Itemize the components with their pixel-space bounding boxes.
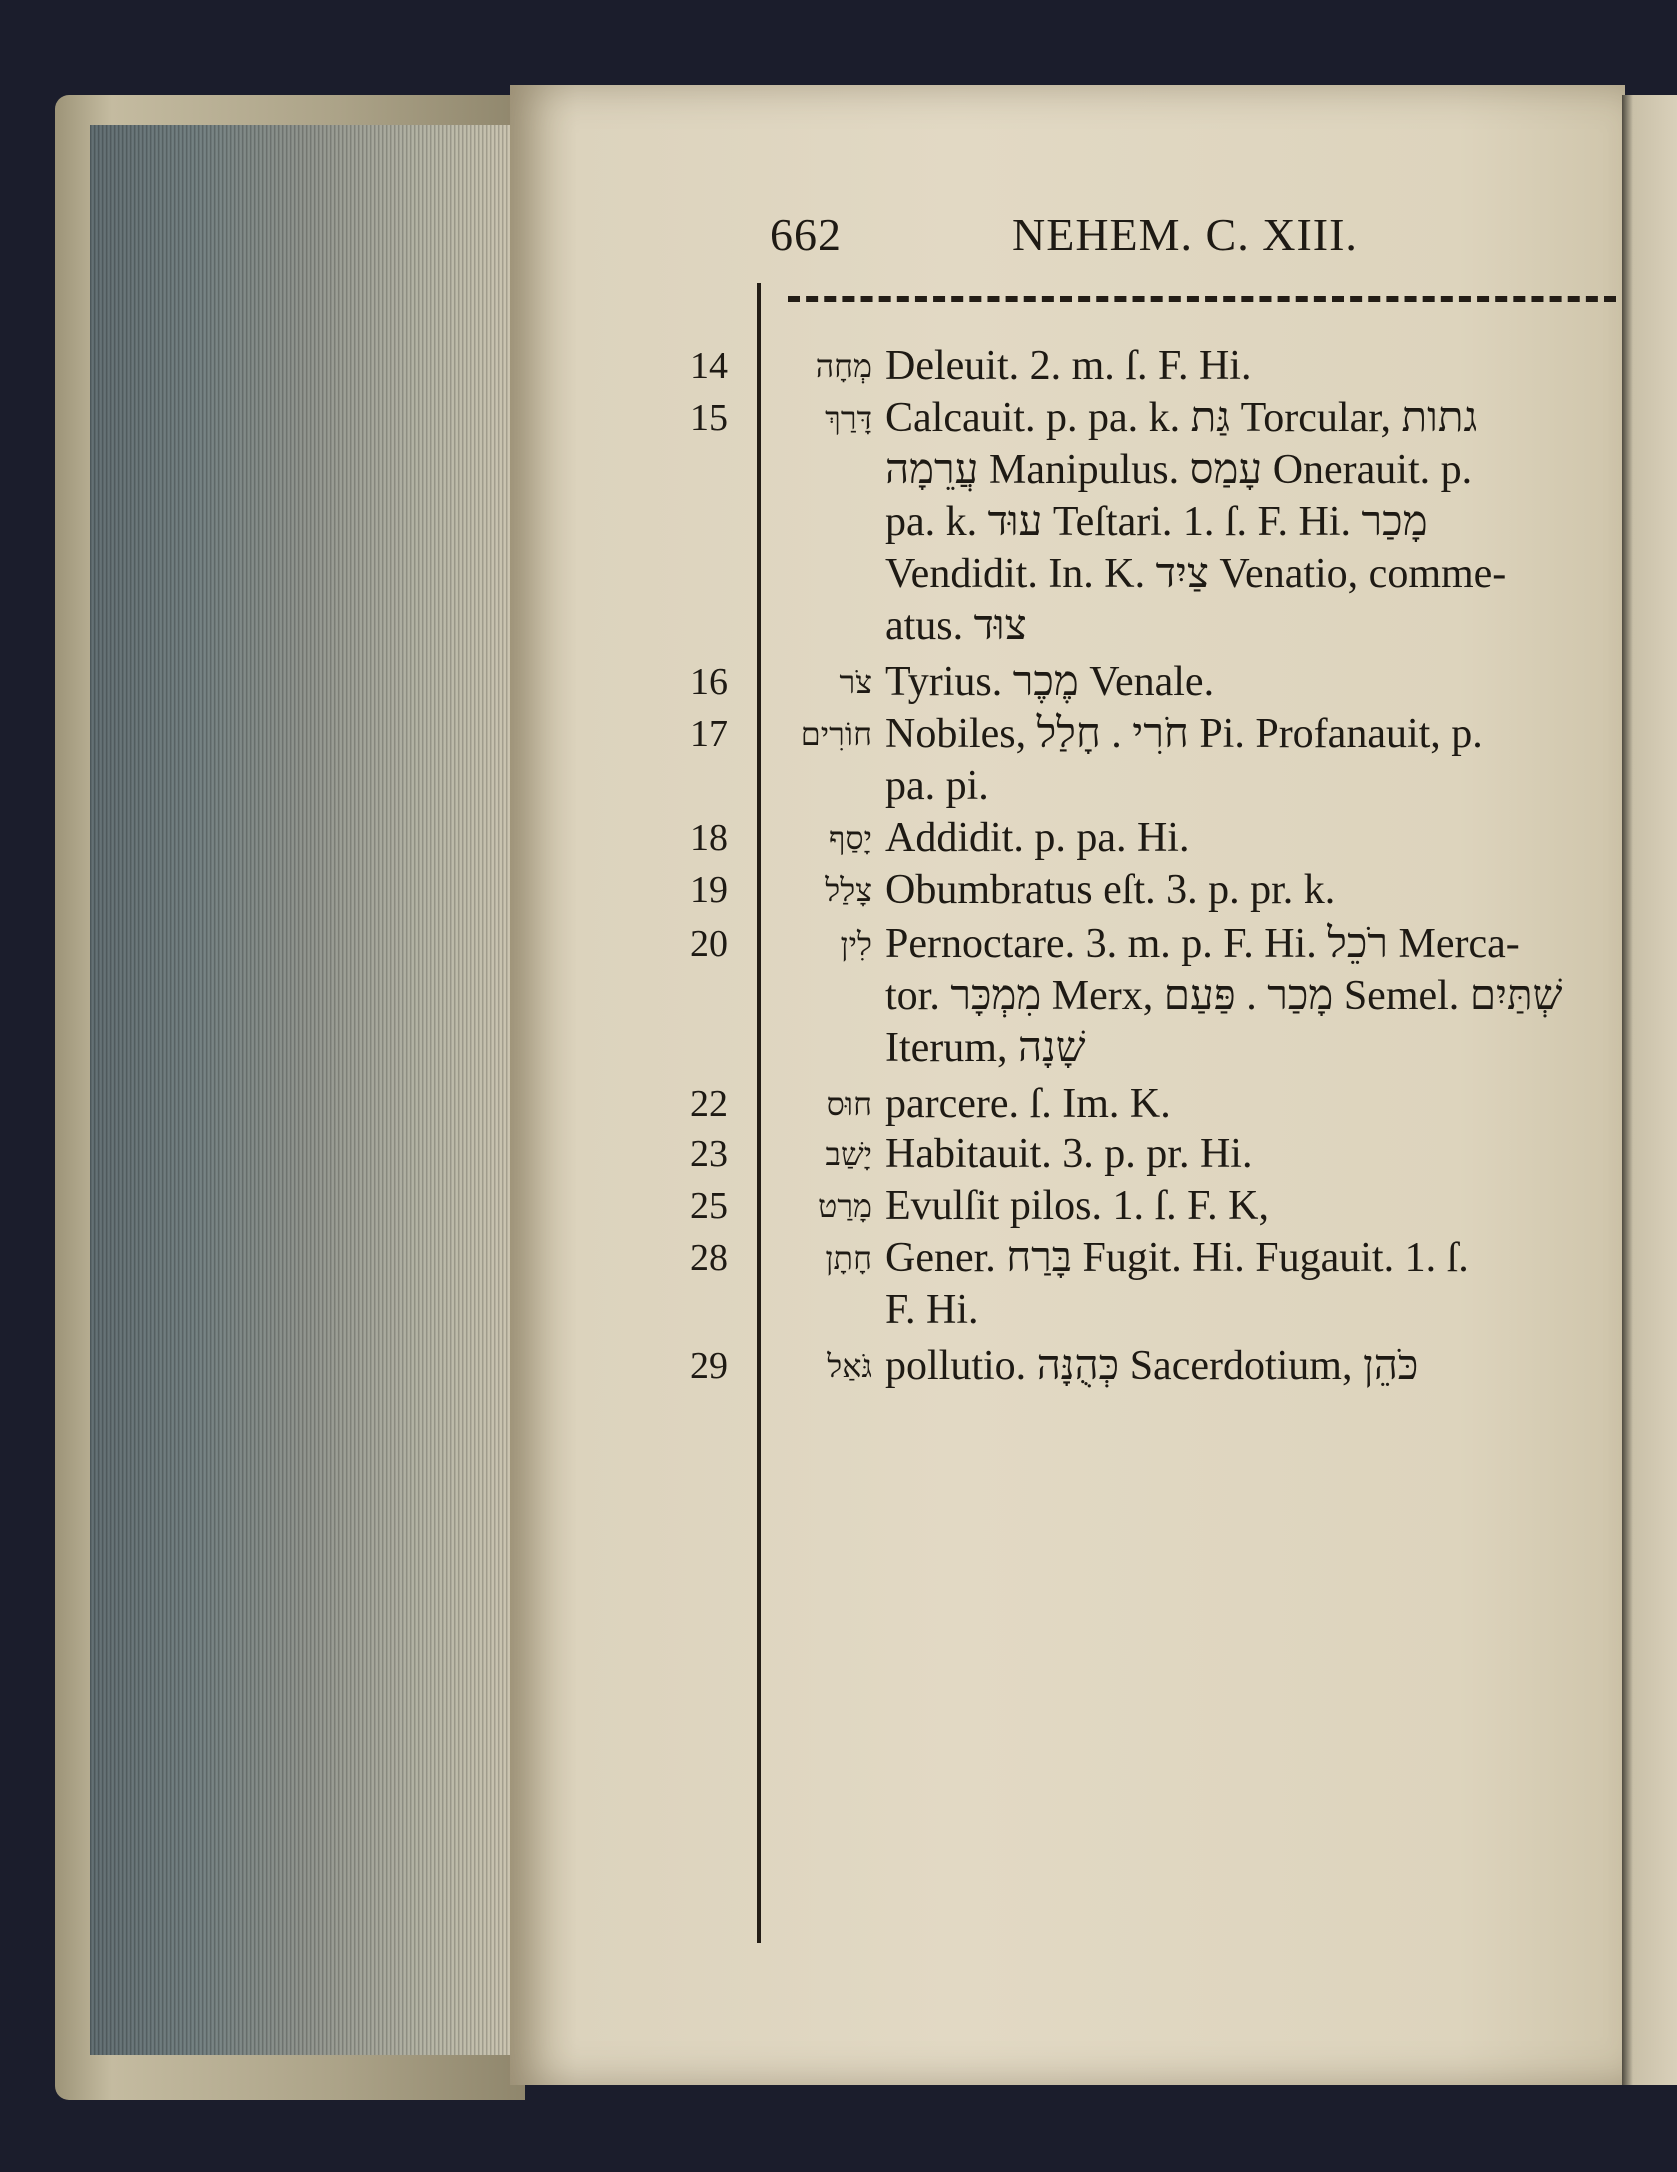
gloss-text: Gener. בָּרַח Fugit. Hi. Fugauit. 1. ſ. <box>885 1235 1469 1281</box>
gloss-text: Evulſit pilos. 1. ſ. F. K, <box>885 1183 1270 1229</box>
verse-number: 15 <box>690 397 728 439</box>
gloss-text: Addidit. p. pa. Hi. <box>885 815 1190 861</box>
hebrew-headword: דָּרַךְ <box>825 399 872 437</box>
hebrew-headword: צָלַל <box>825 871 872 909</box>
gloss-text: Habitauit. 3. p. pr. Hi. <box>885 1131 1253 1177</box>
gloss-text: Deleuit. 2. m. ſ. F. Hi. <box>885 343 1252 389</box>
page-block-edge <box>90 125 525 2055</box>
verse-number: 22 <box>690 1083 728 1125</box>
hebrew-headword: צֹר <box>839 663 872 701</box>
hebrew-headword: חוֹרִים <box>800 715 872 753</box>
page-number: 662 <box>770 209 842 260</box>
header-rule <box>788 296 1616 302</box>
verse-number: 23 <box>690 1133 728 1175</box>
verse-number: 14 <box>690 345 728 387</box>
hebrew-headword: לִין <box>840 925 872 963</box>
verse-number: 25 <box>690 1185 728 1227</box>
gloss-text: atus. צוּד <box>885 603 1027 649</box>
gloss-text: Calcauit. p. pa. k. גַּת Torcular, גתות <box>885 395 1478 441</box>
running-head: NEHEM. C. XIII. <box>1012 209 1358 260</box>
gloss-text: Iterum, שָׁנָה <box>885 1025 1086 1071</box>
gloss-text: parcere. ſ. Im. K. <box>885 1081 1171 1127</box>
gloss-text: Tyrius. מֶכֶר Venale. <box>885 659 1215 705</box>
hebrew-headword: חוּס <box>826 1085 872 1123</box>
hebrew-headword: חָתָן <box>825 1239 872 1277</box>
gloss-text: pollutio. כְּהֻנָּה Sacerdotium, כֹּהֵן <box>885 1343 1419 1389</box>
verse-number: 29 <box>690 1345 728 1387</box>
gloss-text: Pernoctare. 3. m. p. F. Hi. רֹכֵל Merca- <box>885 921 1520 967</box>
verse-number: 16 <box>690 661 728 703</box>
hebrew-headword: מְחָה <box>815 347 872 385</box>
verse-number: 19 <box>690 869 728 911</box>
verse-number: 18 <box>690 817 728 859</box>
hebrew-headword: מָרַט <box>817 1187 872 1225</box>
facing-page-edge <box>1622 95 1677 2085</box>
hebrew-headword: יָשַׁב <box>825 1135 872 1173</box>
hebrew-headword: גֹּאַל <box>827 1347 872 1385</box>
gloss-text: pa. pi. <box>885 763 989 809</box>
verse-number: 17 <box>690 713 728 755</box>
gloss-text: tor. מִמְכָּר Merx, מָכַר . פַּעַם Semel. שְׁתַּיִם <box>885 973 1563 1019</box>
gloss-text: עֲרֵמָה Manipulus. עָמַס Onerauit. p. <box>885 447 1473 493</box>
gloss-text: F. Hi. <box>885 1287 979 1333</box>
verse-number: 20 <box>690 923 728 965</box>
gloss-text: pa. k. עוּד Teſtari. 1. ſ. F. Hi. מָכַר <box>885 499 1428 545</box>
gloss-text: Nobiles, חֹרִי . חָלַל Pi. Profanauit, p. <box>885 711 1483 757</box>
verse-number: 28 <box>690 1237 728 1279</box>
gloss-text: Obumbratus eſt. 3. p. pr. k. <box>885 867 1336 913</box>
hebrew-headword: יָסַף <box>828 819 872 857</box>
gloss-text: Vendidit. In. K. צַיִד Venatio, comme- <box>885 551 1507 597</box>
